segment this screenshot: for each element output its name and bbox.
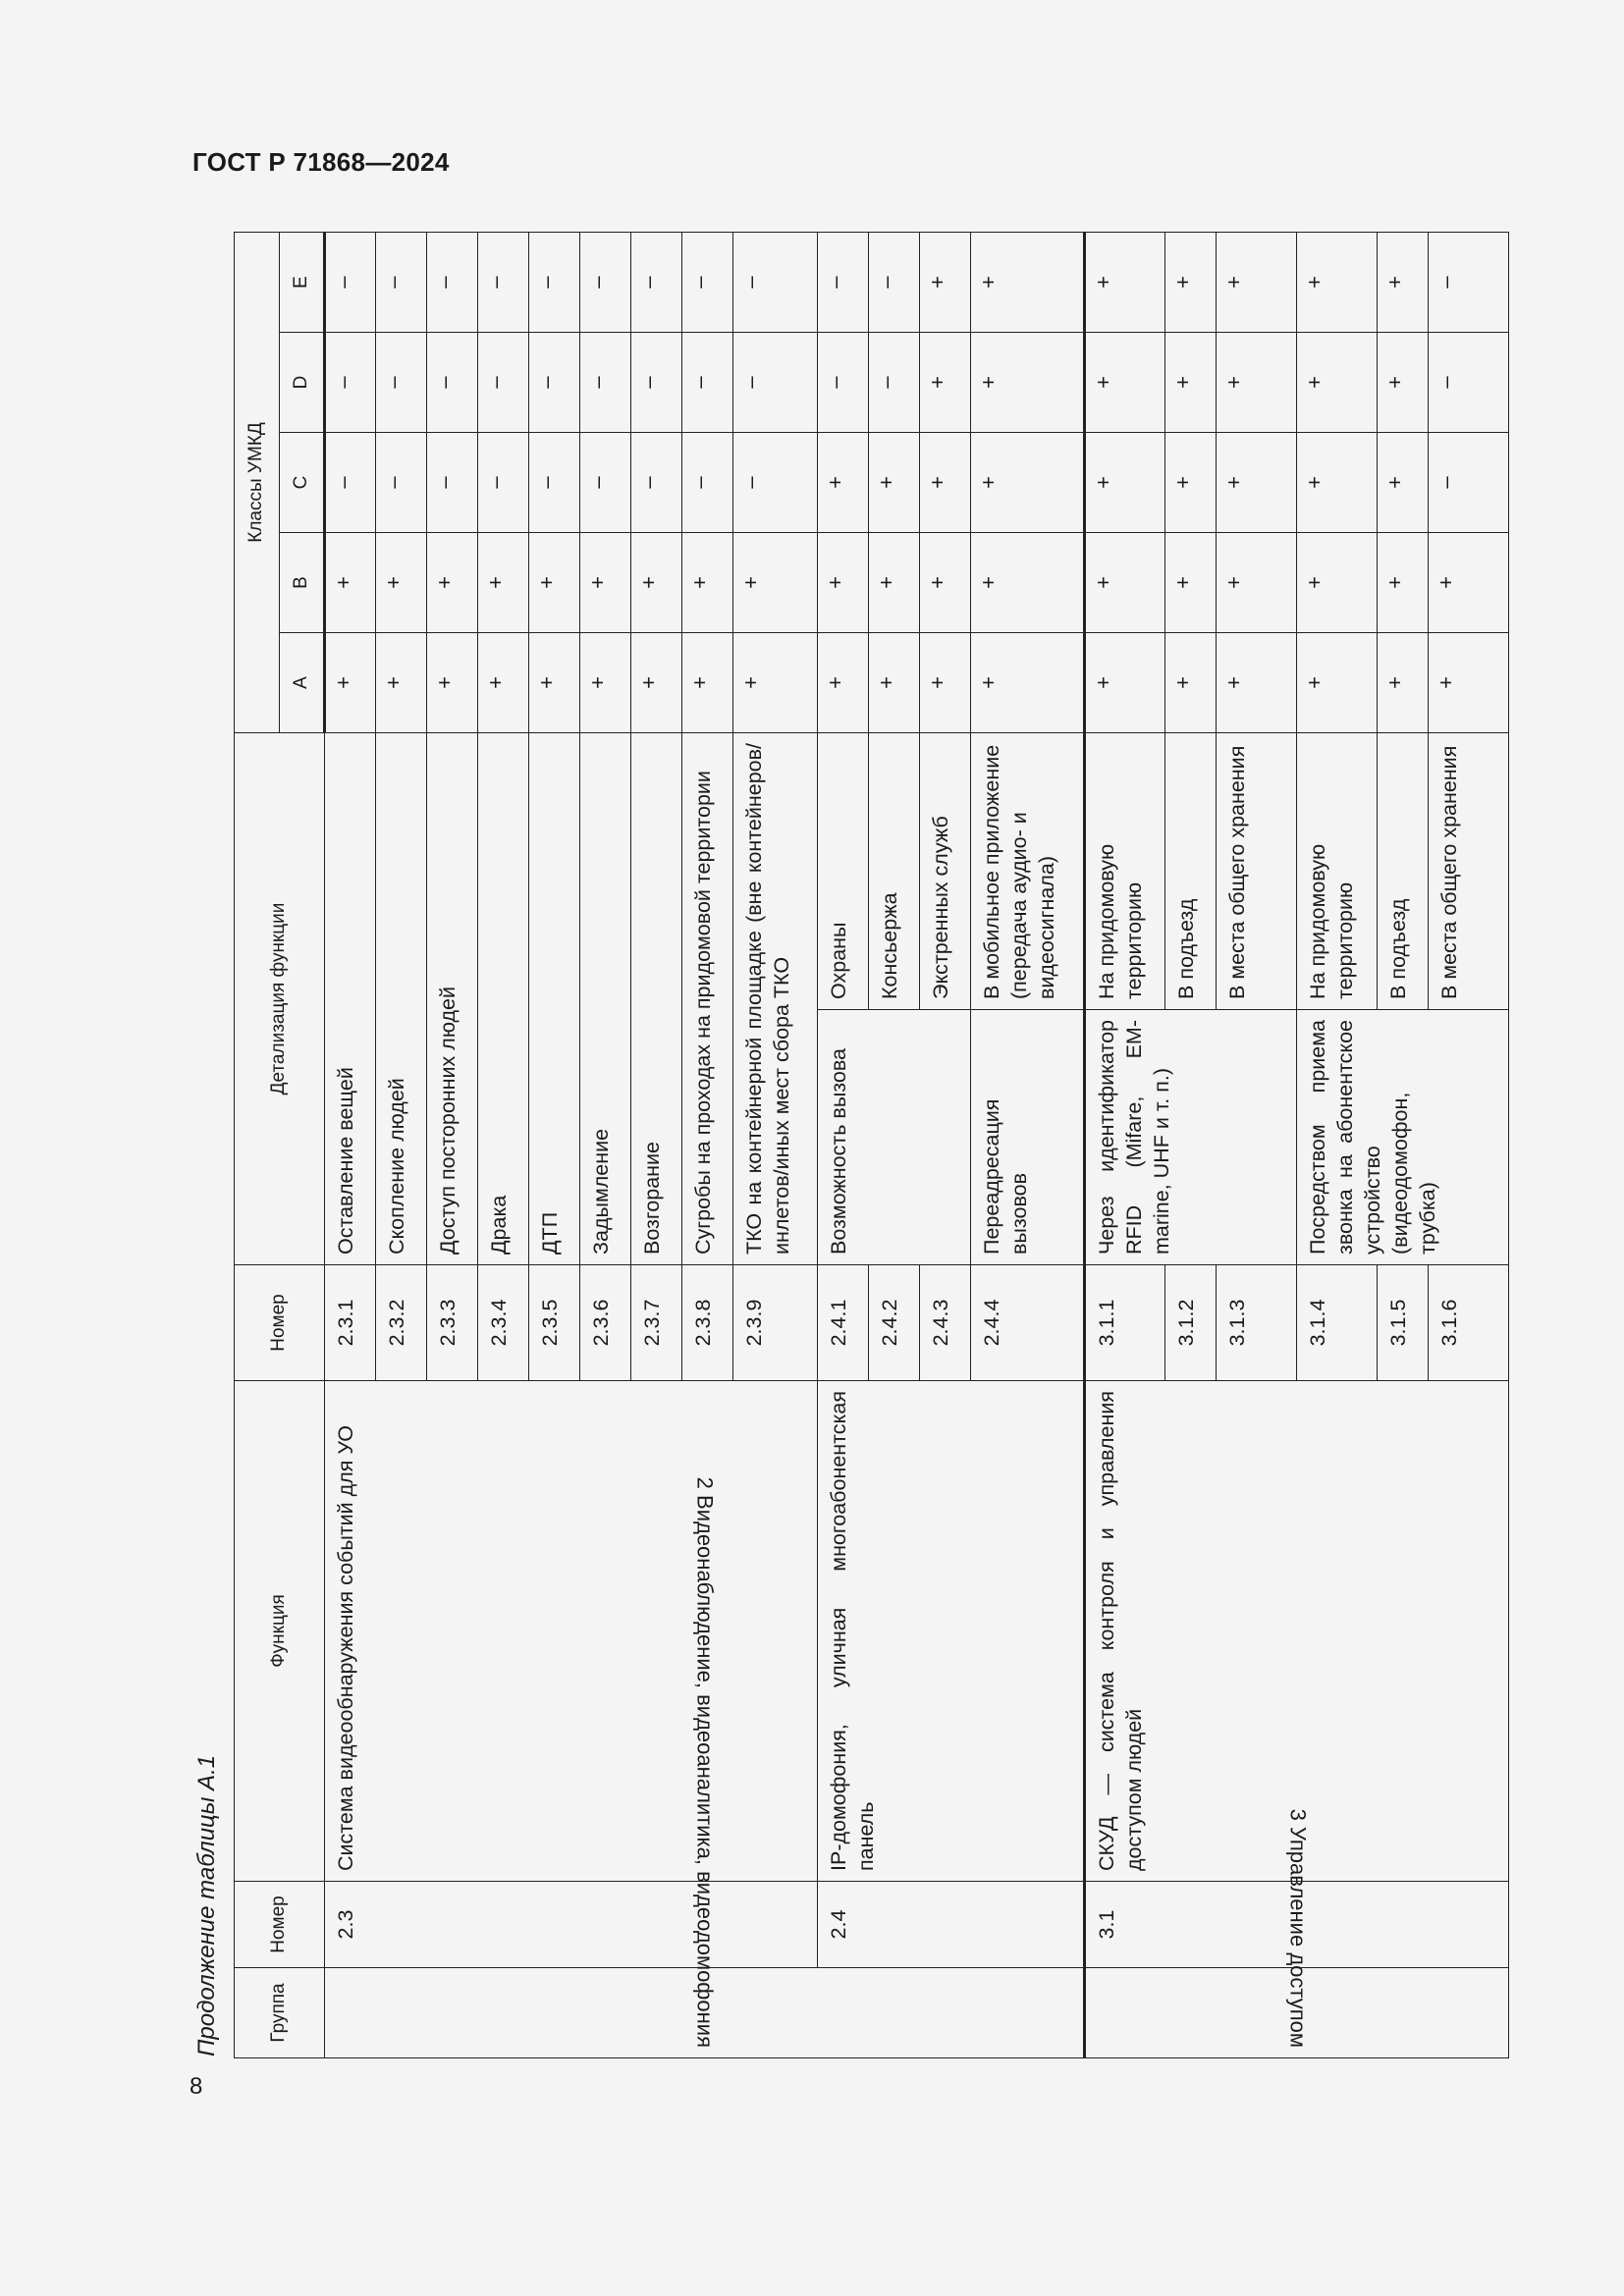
class-e-value: + [1378,232,1429,332]
class-b-value: + [580,532,631,632]
class-a-value: + [529,632,580,732]
row-detail: Доступ посторонних людей [427,732,478,1264]
class-d-value: – [529,332,580,432]
row-number: 2.4.3 [920,1265,971,1381]
class-e-value: + [920,232,971,332]
class-c-value: + [1165,432,1217,532]
row-number: 2.3.7 [631,1265,682,1381]
row-number: 3.1.4 [1297,1265,1378,1381]
class-a-value: + [580,632,631,732]
document-header: ГОСТ Р 71868—2024 [192,147,450,177]
class-b-value: + [1217,532,1297,632]
class-e-value: – [682,232,733,332]
class-a-value: + [1297,632,1378,732]
class-e-value: – [733,232,818,332]
page-number: 8 [189,2073,203,2100]
header-class-e: Е [280,232,325,332]
class-b-value: + [478,532,529,632]
row-detail: В мобильное приложение (передача аудио- и видеосигнала) [971,732,1085,1009]
class-a-value: + [1165,632,1217,732]
header-class-c: С [280,432,325,532]
class-c-value: + [1217,432,1297,532]
row-detail: Экстренных служб [920,732,971,1009]
class-d-value: + [971,332,1085,432]
class-b-value: + [818,532,869,632]
class-a-value: + [427,632,478,732]
class-d-value: – [818,332,869,432]
row-number: 2.3.4 [478,1265,529,1381]
class-a-value: + [920,632,971,732]
subgroup-redirect: Переадресация вызовов [971,1010,1085,1265]
class-b-value: + [1085,532,1165,632]
rotated-table-container [234,233,1510,2058]
row-detail: В места общего хранения [1217,732,1297,1009]
group-cell-3: 3 Управление доступом [1085,1968,1509,2058]
row-number: 3.1.3 [1217,1265,1297,1381]
row-detail: В подъезд [1378,732,1429,1009]
header-class-d: D [280,332,325,432]
class-e-value: – [818,232,869,332]
header-group: Группа [235,1968,325,2058]
class-b-value: + [1297,532,1378,632]
class-d-value: + [1217,332,1297,432]
row-number: 2.3.1 [325,1265,376,1381]
class-d-value: – [325,332,376,432]
row-detail: Скопление людей [376,732,427,1264]
class-b-value: + [682,532,733,632]
class-e-value: – [631,232,682,332]
row-detail: На придомовую территорию [1297,732,1378,1009]
header-detail: Детализация функции [235,732,325,1264]
class-c-value: – [325,432,376,532]
class-e-value: – [427,232,478,332]
class-e-value: – [325,232,376,332]
header-sub-number: Номер [235,1265,325,1381]
class-c-value: + [818,432,869,532]
class-a-value: + [325,632,376,732]
row-number: 2.3.8 [682,1265,733,1381]
class-b-value: + [869,532,920,632]
class-b-value: + [733,532,818,632]
class-b-value: + [920,532,971,632]
class-a-value: + [869,632,920,732]
class-a-value: + [1085,632,1165,732]
row-number: 2.3.2 [376,1265,427,1381]
class-a-value: + [1378,632,1429,732]
header-number: Номер [235,1882,325,1968]
class-e-value: – [376,232,427,332]
subgroup-rfid: Через идентификатор RFID (Mifare, EM-marine, UHF и т. п.) [1085,1010,1297,1265]
class-c-value: + [1085,432,1165,532]
class-e-value: + [1165,232,1217,332]
class-b-value: + [1429,532,1509,632]
class-c-value: + [1297,432,1378,532]
class-d-value: – [682,332,733,432]
class-d-value: – [478,332,529,432]
header-function: Функция [235,1381,325,1882]
row-detail: ТКО на контейнерной площадке (вне контейнеров/инлетов/иных мест сбора ТКО [733,732,818,1264]
table-row [325,232,376,2057]
class-b-value: + [971,532,1085,632]
function-number: 2.3 [325,1882,818,1968]
class-d-value: – [631,332,682,432]
header-class-b: В [280,532,325,632]
row-detail: Оставление вещей [325,732,376,1264]
header-classes: Классы УМКД [235,232,280,732]
row-detail: Охраны [818,732,869,1009]
row-number: 2.4.1 [818,1265,869,1381]
row-number: 2.3.9 [733,1265,818,1381]
row-number: 3.1.5 [1378,1265,1429,1381]
class-a-value: + [818,632,869,732]
row-detail: В подъезд [1165,732,1217,1009]
class-d-value: – [427,332,478,432]
row-number: 2.4.4 [971,1265,1085,1381]
class-d-value: + [1085,332,1165,432]
class-c-value: – [733,432,818,532]
class-b-value: + [1165,532,1217,632]
class-a-value: + [971,632,1085,732]
class-c-value: + [869,432,920,532]
table-row [1085,232,1165,2057]
class-c-value: – [1429,432,1509,532]
table-row [818,232,869,2057]
main-table [234,232,1509,2058]
row-detail: В места общего хранения [1429,732,1509,1009]
class-d-value: + [920,332,971,432]
class-b-value: + [427,532,478,632]
class-e-value: – [478,232,529,332]
row-number: 2.4.2 [869,1265,920,1381]
class-a-value: + [682,632,733,732]
class-e-value: – [869,232,920,332]
subgroup-intercom: Посредством приема звонка на абонентское устройство (видеодомофон, трубка) [1297,1010,1509,1265]
class-c-value: – [376,432,427,532]
subgroup-call: Возможность вызова [818,1010,971,1265]
row-detail: Консьержа [869,732,920,1009]
class-c-value: – [631,432,682,532]
row-detail: Задымление [580,732,631,1264]
function-name: Система видеообнаружения событий для УО [325,1381,818,1882]
class-b-value: + [631,532,682,632]
class-e-value: + [971,232,1085,332]
class-c-value: – [427,432,478,532]
table-caption: Продолжение таблицы А.1 [193,1754,220,2056]
row-number: 2.3.5 [529,1265,580,1381]
class-c-value: – [529,432,580,532]
class-e-value: – [529,232,580,332]
class-b-value: + [1378,532,1429,632]
class-d-value: – [376,332,427,432]
class-d-value: – [1429,332,1509,432]
class-d-value: + [1378,332,1429,432]
class-c-value: + [971,432,1085,532]
class-c-value: + [920,432,971,532]
class-a-value: + [1217,632,1297,732]
row-detail: ДТП [529,732,580,1264]
row-number: 3.1.2 [1165,1265,1217,1381]
class-b-value: + [376,532,427,632]
table-header-row [235,232,280,2057]
class-d-value: + [1165,332,1217,432]
class-c-value: + [1378,432,1429,532]
class-a-value: + [1429,632,1509,732]
function-number: 3.1 [1085,1882,1509,1968]
class-a-value: + [631,632,682,732]
function-name: IP-домофония, уличная многоабонентская панель [818,1381,1085,1882]
class-d-value: – [869,332,920,432]
row-detail: Драка [478,732,529,1264]
class-c-value: – [478,432,529,532]
class-d-value: – [733,332,818,432]
class-b-value: + [529,532,580,632]
class-e-value: + [1085,232,1165,332]
class-d-value: + [1297,332,1378,432]
row-detail: Возгорание [631,732,682,1264]
function-number: 2.4 [818,1882,1085,1968]
class-a-value: + [478,632,529,732]
class-c-value: – [580,432,631,532]
function-name: СКУД — система контроля и управления доступом людей [1085,1381,1509,1882]
class-a-value: + [733,632,818,732]
class-c-value: – [682,432,733,532]
row-number: 2.3.3 [427,1265,478,1381]
class-b-value: + [325,532,376,632]
class-e-value: – [580,232,631,332]
row-detail: Сугробы на проходах на придомовой территории [682,732,733,1264]
class-e-value: + [1297,232,1378,332]
class-d-value: – [580,332,631,432]
row-number: 2.3.6 [580,1265,631,1381]
row-number: 3.1.1 [1085,1265,1165,1381]
group-cell-2: 2 Видеонаблюдение, видеоаналитика, видеодомофония [325,1968,1085,2058]
class-e-value: + [1217,232,1297,332]
row-number: 3.1.6 [1429,1265,1509,1381]
row-detail: На придомовую территорию [1085,732,1165,1009]
class-a-value: + [376,632,427,732]
class-e-value: – [1429,232,1509,332]
header-class-a: А [280,632,325,732]
